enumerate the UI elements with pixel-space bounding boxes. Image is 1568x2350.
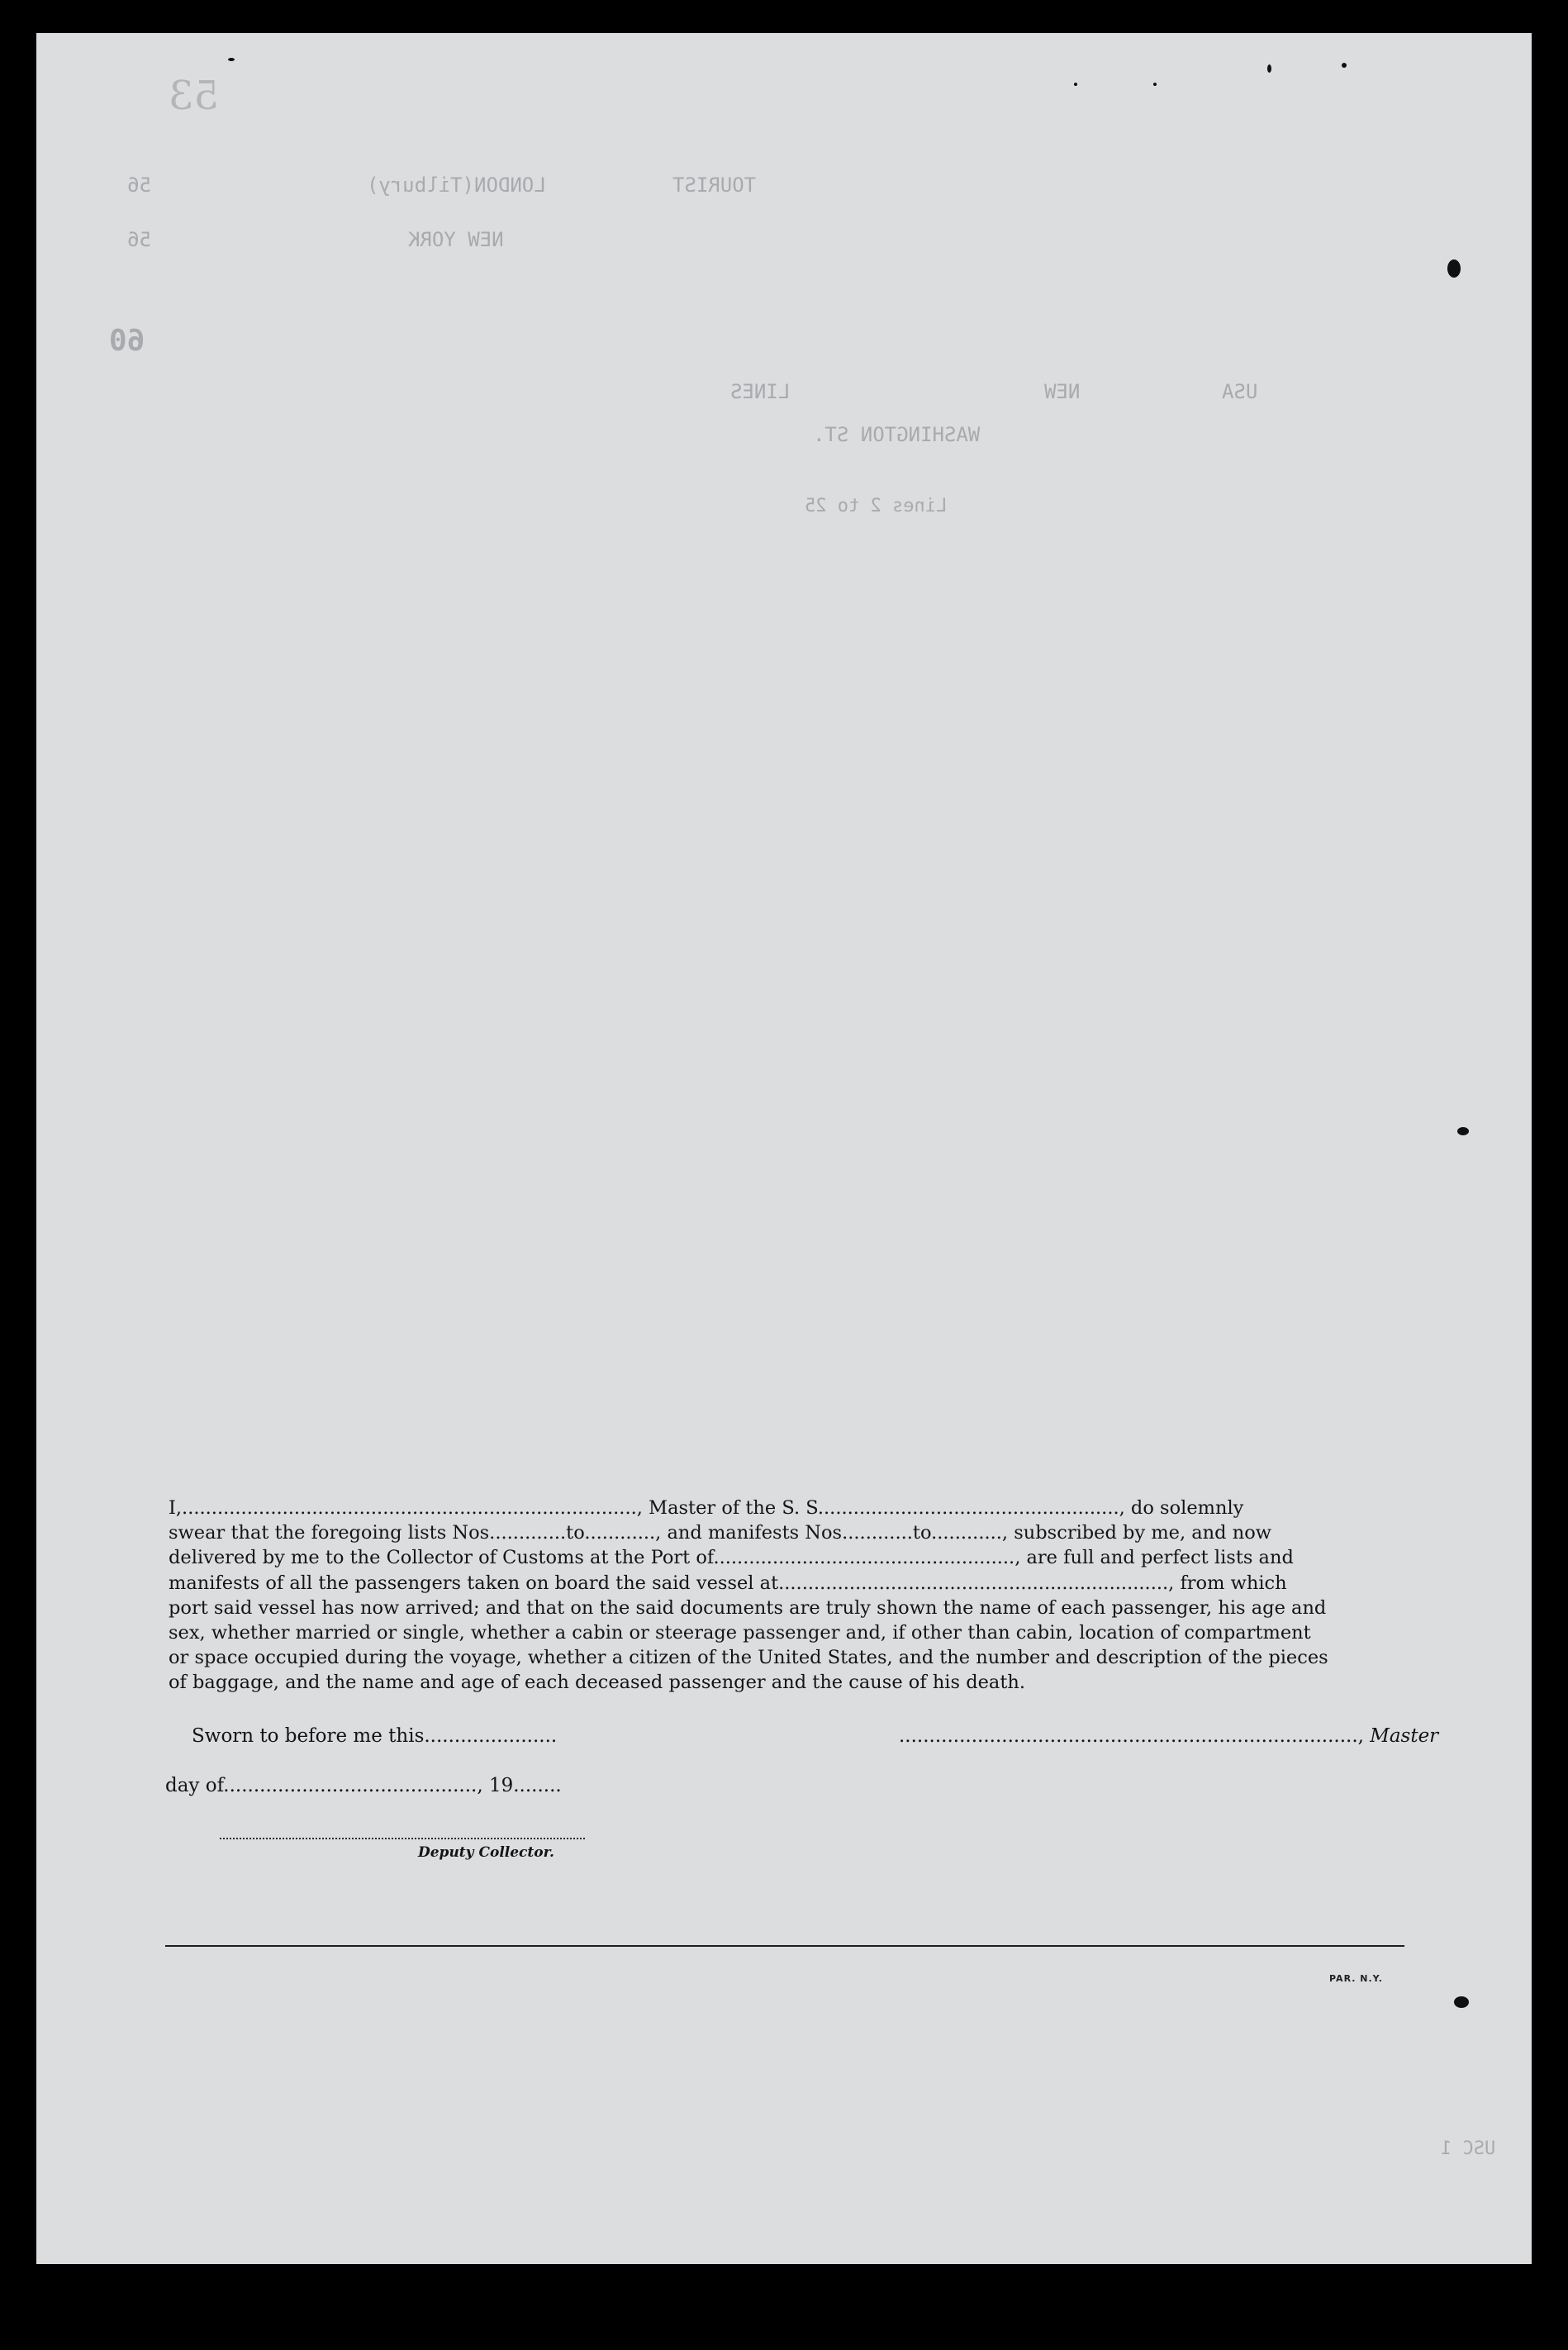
- oath-line: or space occupied during the voyage, whether a citizen of the United States, and the number and description of the pieces: [169, 1647, 1328, 1669]
- ghost-line-e: Lines 2 to 25: [805, 496, 948, 516]
- page-number-pencil: 53: [169, 73, 220, 119]
- day-of-line: day of.........................................., 19........: [165, 1775, 562, 1796]
- ghost-line-c-3: LINES: [730, 380, 791, 403]
- scan-speck: [1454, 1996, 1469, 2008]
- oath-line: I,............................................................................., Master of the S. S..................................................., do solemnly: [169, 1497, 1244, 1519]
- scan-speck: [1342, 63, 1347, 68]
- deputy-collector-label: Deputy Collector.: [418, 1844, 554, 1861]
- master-signature-dots: ............................................................................,: [899, 1725, 1364, 1747]
- oath-line: manifests of all the passengers taken on board the said vessel at.................................................................., from which: [169, 1572, 1287, 1594]
- ghost-line-d: WASHINGTON ST.: [813, 423, 981, 446]
- scan-speck: [1074, 83, 1077, 86]
- ghost-line-a-3: 56: [127, 174, 151, 197]
- ghost-corner-mark: USC 1: [1441, 2138, 1496, 2159]
- ghost-line-b-2: 56: [127, 228, 151, 251]
- deputy-signature-line: [220, 1838, 585, 1839]
- printer-mark: PAR. N.Y.: [1329, 1973, 1383, 1984]
- ghost-line-b-1: NEW YORK: [408, 228, 504, 251]
- ghost-line-a-2: LONDON(Tilbury): [367, 174, 546, 197]
- master-signature-line: [899, 1725, 1438, 1747]
- scan-speck: [1447, 259, 1461, 278]
- oath-line: delivered by me to the Collector of Customs at the Port of..................................................., are full and perfect lists and: [169, 1547, 1294, 1569]
- scan-speck: [1267, 64, 1271, 73]
- scan-speck: [228, 58, 235, 61]
- master-label: Master: [1370, 1725, 1439, 1747]
- oath-block: [169, 1496, 1449, 1696]
- ghost-line-a-1: TOURIST: [672, 174, 757, 197]
- document-page: [36, 33, 1532, 2264]
- ghost-line-c-1: USA: [1222, 380, 1258, 403]
- sworn-line: Sworn to before me this......................: [192, 1725, 558, 1747]
- ghost-line-c-2: NEW: [1044, 380, 1081, 403]
- scan-speck: [1153, 83, 1157, 86]
- scan-speck: [1457, 1127, 1469, 1135]
- oath-line: swear that the foregoing lists Nos.............to............, and manifests Nos............to............, subscribed by me, and now: [169, 1522, 1272, 1544]
- footer-rule: [165, 1945, 1404, 1947]
- oath-line: sex, whether married or single, whether a cabin or steerage passenger and, if other than cabin, location of compartment: [169, 1622, 1311, 1644]
- oath-line: port said vessel has now arrived; and that on the said documents are truly shown the name of each passenger, his age and: [169, 1596, 1327, 1619]
- ghost-stamp-number: 60: [109, 324, 145, 358]
- oath-line: of baggage, and the name and age of each deceased passenger and the cause of his death.: [169, 1672, 1026, 1694]
